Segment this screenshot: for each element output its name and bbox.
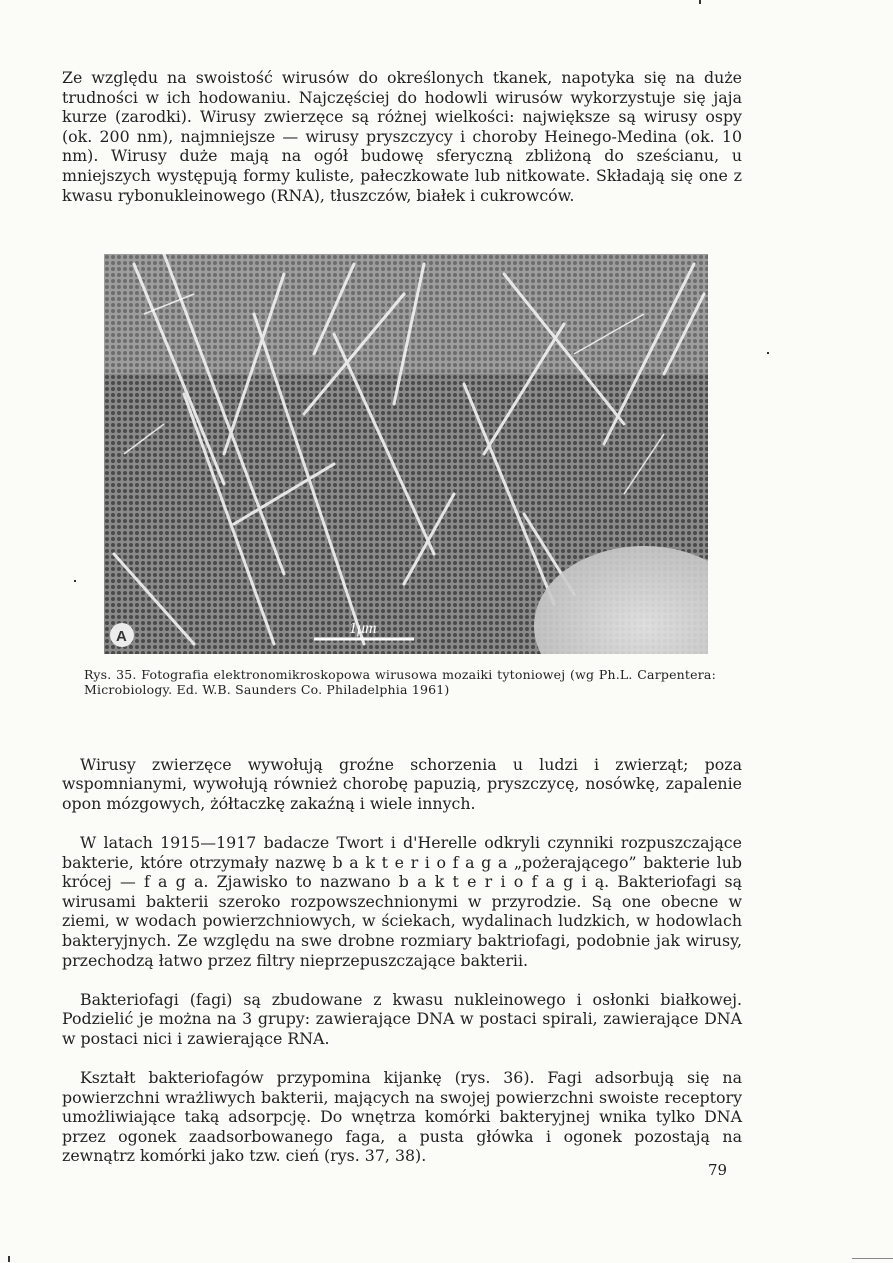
scale-bar-label: 1μm xyxy=(349,620,377,637)
scan-mark xyxy=(767,352,769,354)
body-text xyxy=(62,735,742,1186)
electron-micrograph xyxy=(104,254,708,654)
scan-mark xyxy=(699,0,701,4)
panel-label: A xyxy=(116,628,127,645)
body-paragraph: W latach 1915—1917 badacze Twort i d'Herelle odkryli czynniki rozpuszczające bakterie, które otrzymały nazwę b a k t e r i o f a g a „pożerającego” bakterie lub krócej — f a g a. Zjawisko to nazwano b a k t e r i o f a g i ą. Bakteriofagi są wirusami bakterii szeroko rozpowszechnionymi w przyrodzie. Są one obecne w ziemi, w wodach powierzchniowych, w ściekach, wydalinach ludzkich, w hodowlach bakteryjnych. Ze względu na swe drobne rozmiary baktriofagi, podobnie jak wirusy, przechodzą łatwo przez filtry nieprzepuszczające bakterii. xyxy=(62,832,742,970)
body-paragraph: Kształt bakteriofagów przypomina kijankę (rys. 36). Fagi adsorbują się na powierzchni wrażliwych bakterii, mających na swojej powierzchni swoiste receptory umożliwiające taką adsorpcję. Do wnętrza komórki bakteryjnej wnika tylko DNA przez ogonek zaadsorbowanego faga, a pusta główka i ogonek pozostają na zewnątrz komórki jako tzw. cień (rys. 37, 38). xyxy=(62,1068,742,1166)
scan-mark xyxy=(74,580,76,582)
body-paragraph: Bakteriofagi (fagi) są zbudowane z kwasu nukleinowego i osłonki białkowej. Podzielić je można na 3 grupy: zawierające DNA w postaci spirali, zawierające DNA w postaci nici i zawierające RNA. xyxy=(62,989,742,1048)
page-number: 79 xyxy=(708,1161,728,1179)
scan-mark xyxy=(8,1256,10,1262)
micrograph-image xyxy=(104,254,708,654)
body-paragraph: Wirusy zwierzęce wywołują groźne schorzenia u ludzi i zwierząt; poza wspomnianymi, wywołują również chorobę papuzią, pryszczycę, nosówkę, zapalenie opon mózgowych, żółtaczkę zakaźną i wiele innych. xyxy=(62,754,742,813)
scan-mark xyxy=(852,1258,893,1259)
intro-paragraph: Ze względu na swoistość wirusów do określonych tkanek, napotyka się na duże trudności w ich hodowaniu. Najczęściej do hodowli wirusów wykorzystuje się jaja kurze (zarodki). Wirusy zwierzęce są różnej wielkości: największe są wirusy ospy (ok. 200 nm), najmniejsze — wirusy pryszczycy i choroby Heinego-Medina (ok. 10 nm). Wirusy duże mają na ogół budowę sferyczną zbliżoną do sześcianu, u mniejszych występują formy kuliste, pałeczkowate lub nitkowate. Składają się one z kwasu rybonukleinowego (RNA), tłuszczów, białek i cukrowców. xyxy=(62,68,742,205)
figure-caption: Rys. 35. Fotografia elektronomikroskopowa wirusowa mozaiki tytoniowej (wg Ph.L. Carpentera: Microbiology. Ed. W.B. Saunders Co. Philadelphia 1961) xyxy=(84,667,716,697)
